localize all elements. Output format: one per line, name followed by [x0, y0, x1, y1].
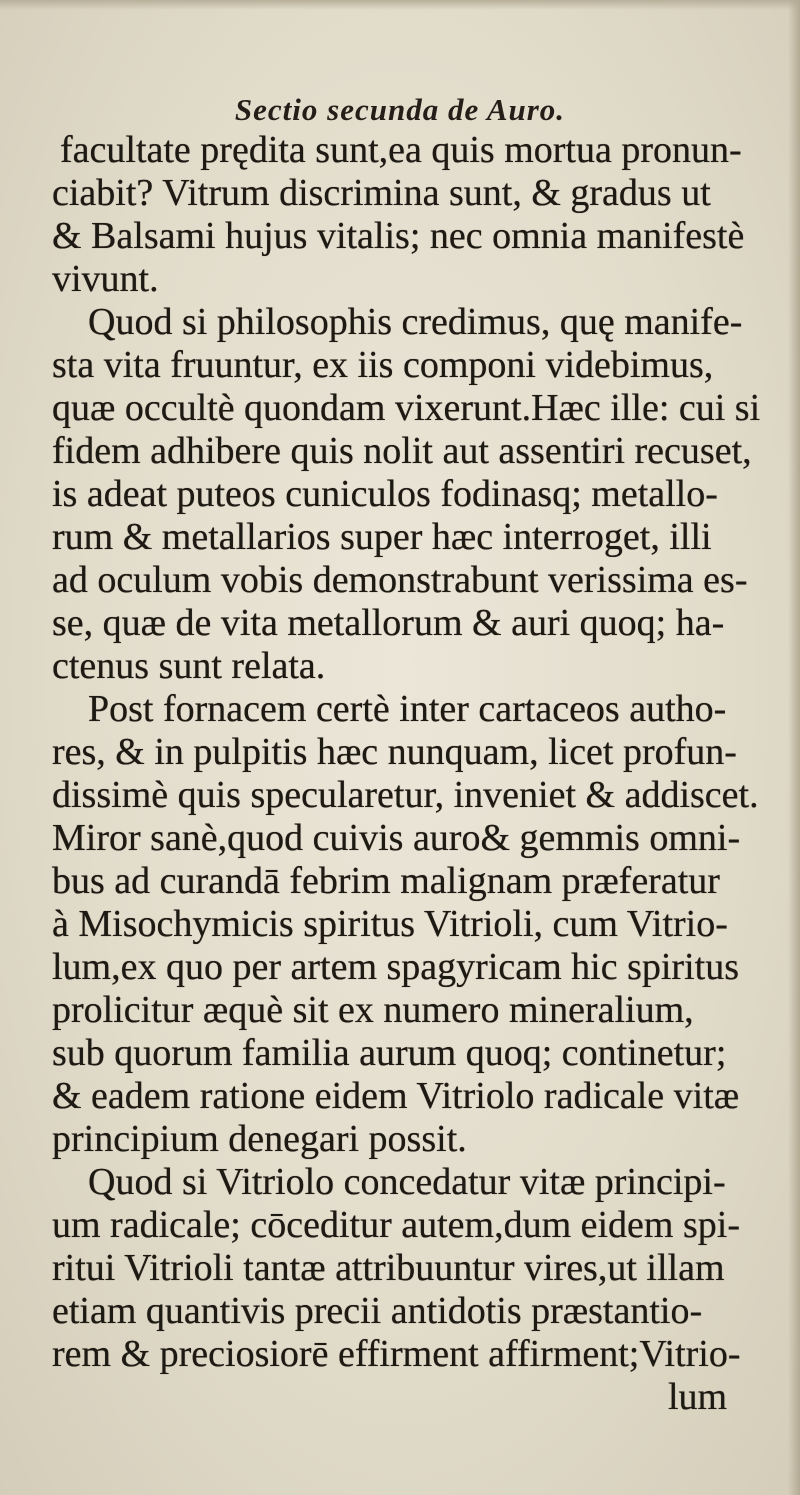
text-line: à Misochymicis spiritus Vitrioli, cum Vitrio- [52, 903, 728, 945]
text-line: is adeat puteos cuniculos fodinasq; metallo- [52, 473, 718, 515]
text-line: Miror sanè,quod cuivis auro& gemmis omni- [52, 817, 741, 859]
text-line: Post fornacem certè inter cartaceos autho- [88, 688, 727, 730]
text-line: etiam quantivis precii antidotis præstantio- [52, 1290, 703, 1332]
text-line: ciabit? Vitrum discrimina sunt, & gradus ut [52, 172, 711, 214]
text-line: res, & in pulpitis hæc nunquam, licet profun- [52, 731, 737, 773]
body-text [0, 128, 800, 1428]
text-line: um radicale; cōceditur autem,dum eidem spi- [52, 1204, 740, 1246]
text-line: rem & preciosiorē effirment affirment;Vitrio- [52, 1333, 741, 1375]
text-line: quæ occultè quondam vixerunt.Hæc ille: cui si [52, 387, 761, 429]
text-line: principium denegari possit. [52, 1118, 467, 1160]
text-line: vivunt. [52, 258, 159, 300]
running-head: Sectio secunda de Auro. [234, 92, 566, 127]
text-line: dissimè quis specularetur, inveniet & addiscet. [52, 774, 759, 816]
text-line: sta vita fruuntur, ex iis componi videbimus, [52, 344, 714, 386]
text-line: ctenus sunt relata. [52, 645, 326, 687]
text-line: prolicitur æquè sit ex numero mineralium, [52, 989, 694, 1031]
text-line: sub quorum familia aurum quoq; continetur; [52, 1032, 727, 1074]
text-line: rum & metallarios super hæc interroget, illi [52, 516, 712, 558]
text-line: facultate prędita sunt,ea quis mortua pronun- [60, 129, 742, 171]
text-line: Quod si philosophis credimus, quę manife- [88, 301, 743, 343]
catchword: lum [668, 1376, 728, 1418]
text-line: ad oculum vobis demonstrabunt verissima es- [52, 559, 748, 601]
text-line: lum,ex quo per artem spagyricam hic spiritus [52, 946, 739, 988]
text-line: Quod si Vitriolo concedatur vitæ principi- [88, 1161, 726, 1203]
text-line: ritui Vitrioli tantæ attribuuntur vires,ut illam [52, 1247, 725, 1289]
page-top-edge [0, 0, 800, 10]
text-line: & eadem ratione eidem Vitriolo radicale vitæ [52, 1075, 740, 1117]
text-line: bus ad curandā febrim malignam præferatur [52, 860, 720, 902]
text-line: fidem adhibere quis nolit aut assentiri recuset, [52, 430, 752, 472]
text-line: & Balsami hujus vitalis; nec omnia manifestè [52, 215, 745, 257]
text-line: se, quæ de vita metallorum & auri quoq; ha- [52, 602, 725, 644]
